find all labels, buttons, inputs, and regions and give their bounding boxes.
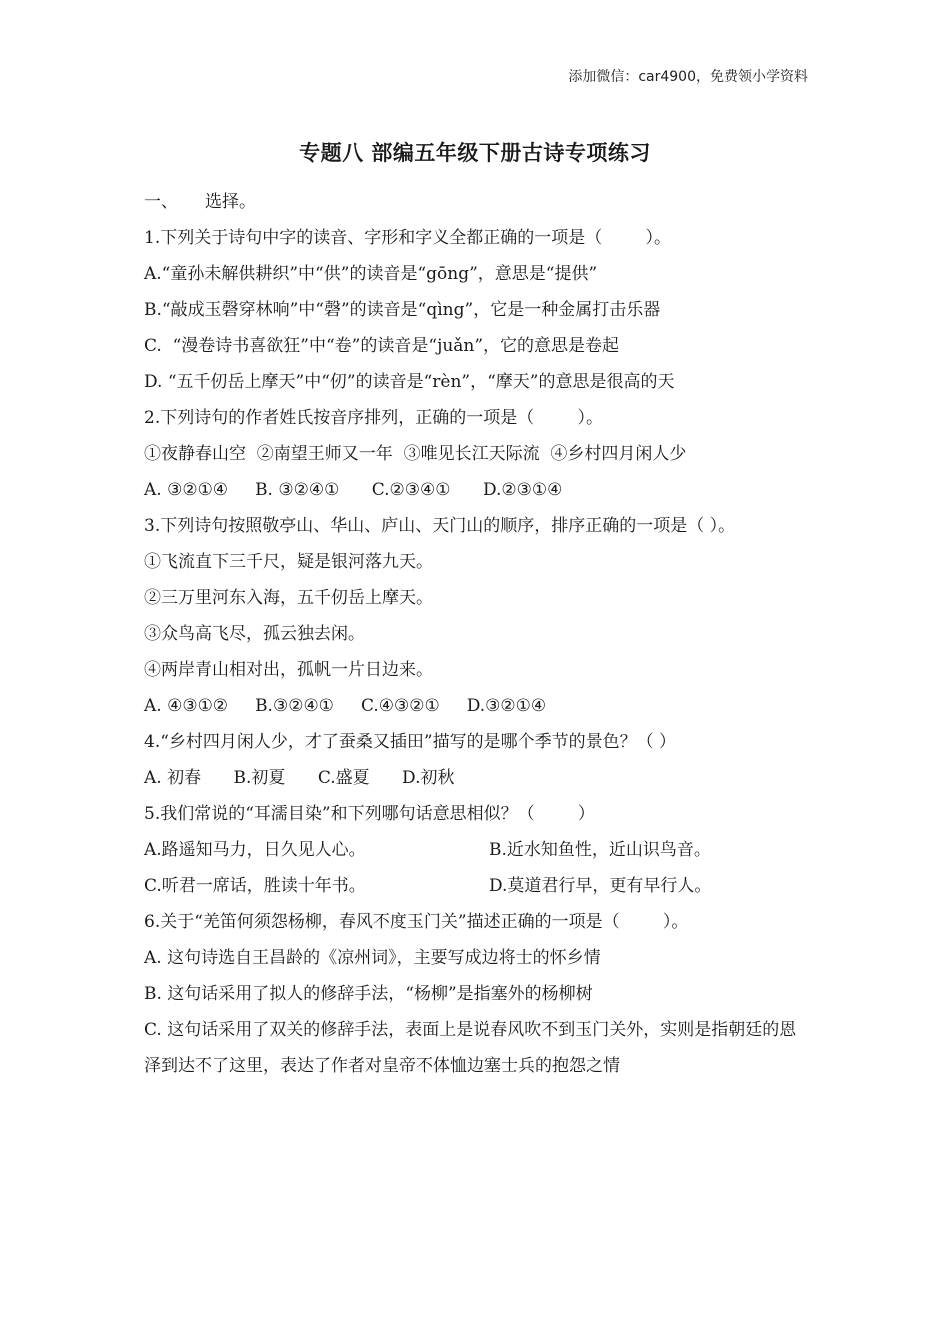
question-5-row-2	[144, 868, 810, 904]
question-3-stem: 3.下列诗句按照敬亭山、华山、庐山、天门山的顺序，排序正确的一项是（ ）。	[144, 516, 736, 536]
question-5-option-c: C.听君一席话，胜读十年书。	[144, 876, 366, 896]
question-3-item-1: ①飞流直下三千尺，疑是银河落九天。	[144, 552, 433, 572]
question-3-item-2: ②三万里河东入海，五千仞岳上摩天。	[144, 588, 433, 608]
question-6-option-c: C. 这句话采用了双关的修辞手法，表面上是说春风吹不到玉门关外，实则是指朝廷的恩泽到达不了这里，表达了作者对皇帝不体恤边塞士兵的抱怨之情	[144, 1020, 797, 1076]
question-3-item-4: ④两岸青山相对出，孤帆一片日边来。	[144, 660, 433, 680]
header-note: 添加微信：car4900，免费领小学资料	[568, 69, 808, 85]
question-6-option-b: B. 这句话采用了拟人的修辞手法，“杨柳”是指塞外的杨柳树	[144, 984, 593, 1004]
question-6-option-a: A. 这句诗选自王昌龄的《凉州词》，主要写成边将士的怀乡情	[144, 948, 601, 968]
question-1-option-b: B.“敲成玉磬穿林响”中“磬”的读音是“qìng”，它是一种金属打击乐器	[144, 300, 661, 320]
question-1-option-c: C. “漫卷诗书喜欲狂”中“卷”的读音是“juǎn”，它的意思是卷起	[144, 336, 620, 356]
question-3-item-3: ③众鸟高飞尽，孤云独去闲。	[144, 624, 365, 644]
question-5-row-1	[144, 832, 810, 868]
exercise-content	[144, 184, 810, 1084]
question-5-option-a: A.路遥知马力，日久见人心。	[144, 840, 366, 860]
question-4-options: A. 初春 B.初夏 C.盛夏 D.初秋	[144, 768, 455, 788]
question-5-option-d: D.莫道君行早，更有早行人。	[489, 876, 712, 896]
question-1-option-d: D. “五千仞岳上摩天”中“仞”的读音是“rèn”，“摩天”的意思是很高的天	[144, 372, 675, 392]
question-5-stem: 5.我们常说的“耳濡目染”和下列哪句话意思相似？（ ）	[144, 804, 595, 824]
question-1-option-a: A.“童孙未解供耕织”中“供”的读音是“gōng”，意思是“提供”	[144, 264, 598, 284]
question-1-stem: 1.下列关于诗句中字的读音、字形和字义全都正确的一项是（ ）。	[144, 228, 671, 248]
page-title: 专题八 部编五年级下册古诗专项练习	[299, 141, 651, 165]
section-heading: 一、 选择。	[144, 192, 257, 212]
question-2-stem: 2.下列诗句的作者姓氏按音序排列，正确的一项是（ ）。	[144, 408, 603, 428]
question-6-stem: 6.关于“羌笛何须怨杨柳，春风不度玉门关”描述正确的一项是（ ）。	[144, 912, 689, 932]
question-3-options: A. ④③①② B.③②④① C.④③②① D.③②①④	[144, 696, 547, 716]
question-5-option-b: B.近水知鱼性，近山识鸟音。	[489, 840, 711, 860]
question-4-stem: 4.“乡村四月闲人少，才了蚕桑又插田”描写的是哪个季节的景色？（ ）	[144, 732, 677, 752]
question-2-items: ①夜静春山空 ②南望王师又一年 ③唯见长江天际流 ④乡村四月闲人少	[144, 444, 687, 464]
question-2-options: A. ③②①④ B. ③②④① C.②③④① D.②③①④	[144, 480, 563, 500]
